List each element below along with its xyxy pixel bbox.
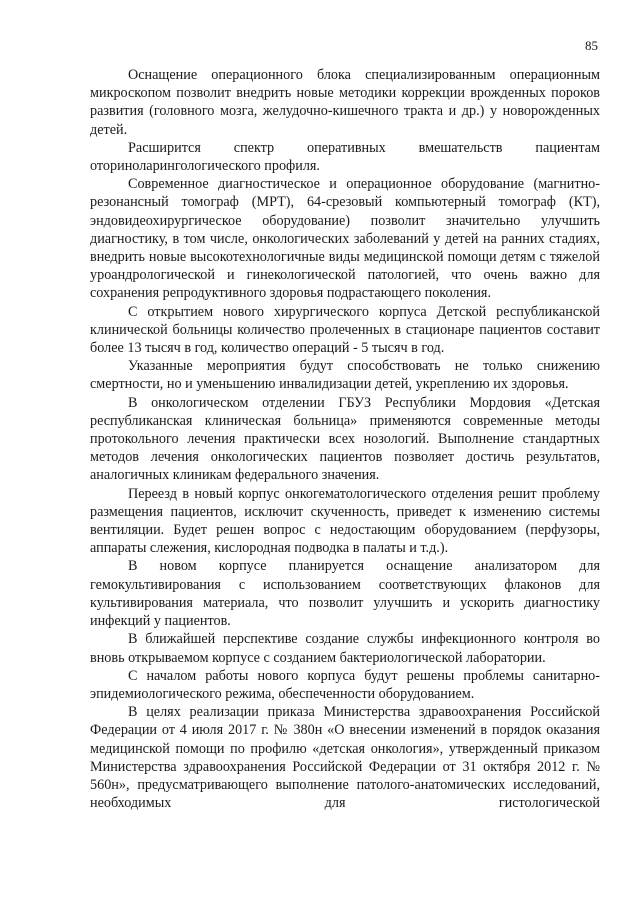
paragraph-diagnostic-equipment: Современное диагностическое и операционное оборудование (магнитно-резонансный томограф (МРТ), 64-срезовый компьютерный томограф (КТ), эндовидеохирургическое оборудование) позволит значительно улучшить диагностику, в том числе, онкологических заболеваний у детей на ранних стадиях, внедрить новые высокотехнологичные виды медицинской помощи детям с тяжелой уроандрологической и гинекологической патологией, что очень важно для сохранения репродуктивного здоровья подрастающего поколения. <box>90 176 600 302</box>
paragraph-oncology-department: В онкологическом отделении ГБУЗ Республики Мордовия «Детская республиканская клиническая больница» применяются современные методы протокольного лечения практически всех нозологий. Выполнение стандартных методов лечения онкологических пациентов позволяет достичь результатов, аналогичных клиникам федерального значения. <box>90 394 600 484</box>
paragraph-microscope: Оснащение операционного блока специализированным операционным микроскопом позволит внедрить новые методики коррекции врожденных пороков развития (головного мозга, желудочно-кишечного тракта и др.) у новорожденных детей. <box>90 67 600 138</box>
paragraph-surgical-building: С открытием нового хирургического корпуса Детской республиканской клинической больницы количество пролеченных в стационаре пациентов составит более 13 тысяч в год, количество операций - 5 тысяч в год. <box>90 303 600 357</box>
paragraph-oncohematology-move: Переезд в новый корпус онкогематологического отделения решит проблему размещения пациентов, исключит скученность, приведет к изменению системы вентиляции. Будет решен вопрос с недостающим оборудованием (перфузоры, аппараты слежения, кислородная подводка в палаты и т.д.). <box>90 485 600 557</box>
paragraph-sanitary-regime: С началом работы нового корпуса будут решены проблемы санитарно-эпидемиологического режима, обеспеченности оборудованием. <box>90 667 600 702</box>
paragraph-infection-control: В ближайшей перспективе создание службы инфекционного контроля во вновь открываемом корпусе с созданием бактериологической лаборатории. <box>90 631 600 666</box>
paragraph-measures-effect: Указанные мероприятия будут способствовать не только снижению смертности, но и уменьшению инвалидизации детей, укреплению их здоровья. <box>90 358 600 393</box>
paragraph-ent-surgery: Расширится спектр оперативных вмешательств пациентам оториноларингологического профиля. <box>90 139 600 175</box>
page-number: 85 <box>585 38 598 53</box>
document-body <box>90 66 600 812</box>
paragraph-hemoculture-analyzer: В новом корпусе планируется оснащение анализатором для гемокультивирования с использованием соответствующих флаконов для культивирования материала, что позволит улучшить и ускорить диагностику инфекций у пациентов. <box>90 558 600 630</box>
paragraph-ministry-order: В целях реализации приказа Министерства здравоохранения Российской Федерации от 4 июля 2017 г. № 380н «О внесении изменений в порядок оказания медицинской помощи по профилю «детская онкология», утвержденный приказом Министерства здравоохранения Российской Федерации от 31 октября 2012 г. № 560н», предусматривающего выполнение патолого-анатомических исследований, необходимых для гистологической <box>90 704 600 812</box>
